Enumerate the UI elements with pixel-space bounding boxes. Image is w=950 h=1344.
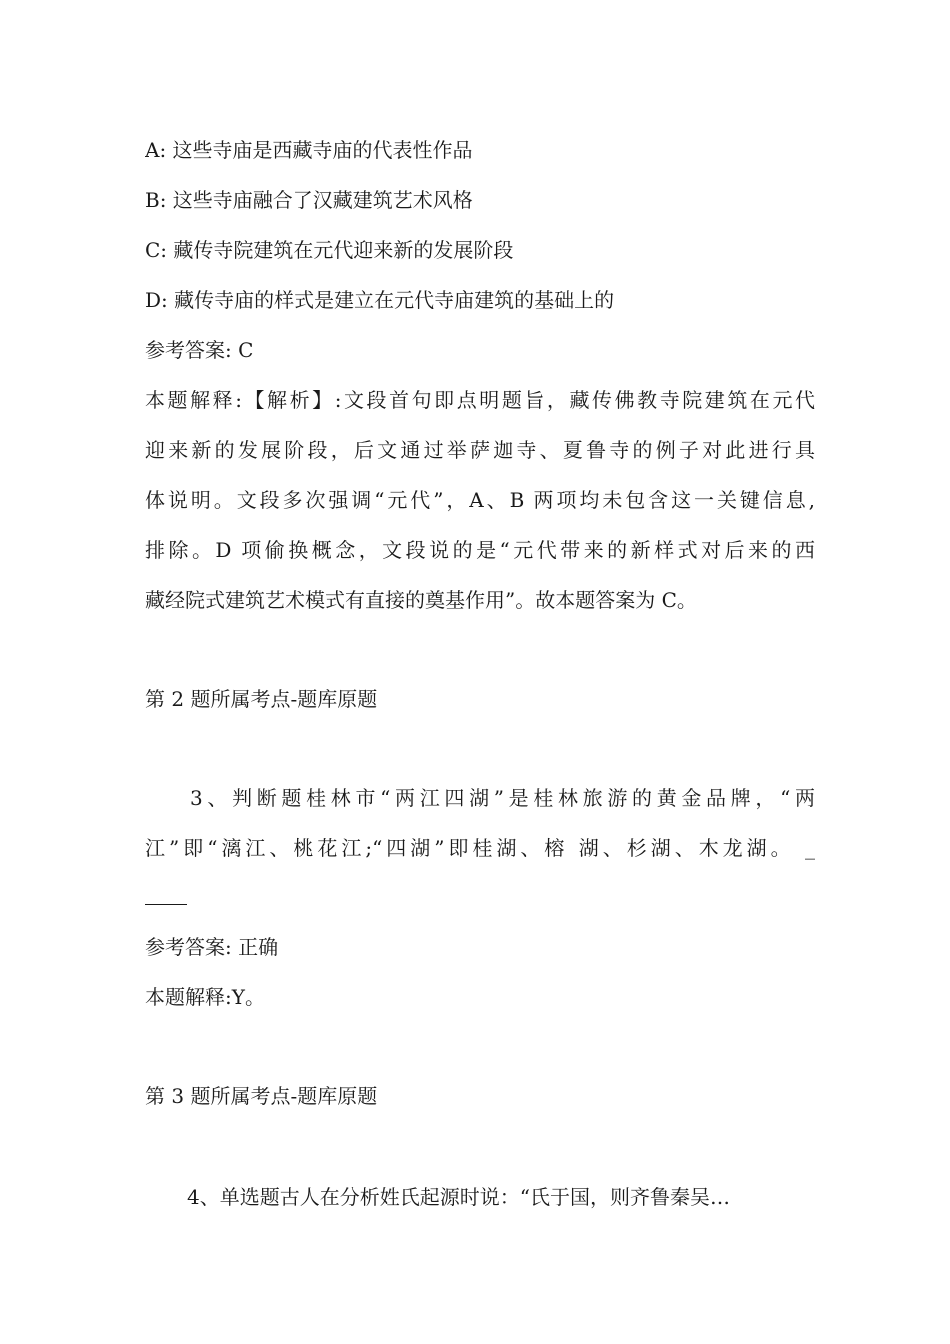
question-3-line-1: 3、判断题桂林市“两江四湖”是桂林旅游的黄金品牌，“两	[190, 786, 815, 810]
answer-q2: 参考答案: C	[145, 338, 254, 362]
question-3-line-2: 江”即“漓江、桃花江;“四湖”即桂湖、榕 湖、杉湖、木龙湖。 _	[145, 836, 815, 860]
explanation-q3: 本题解释:Y。	[145, 985, 265, 1009]
option-a: A: 这些寺庙是西藏寺庙的代表性作品	[145, 138, 473, 162]
answer-q3: 参考答案: 正确	[145, 935, 279, 959]
option-b: B: 这些寺庙融合了汉藏建筑艺术风格	[145, 188, 473, 212]
explanation-line-1: 本题解释:【解析】:文段首句即点明题旨，藏传佛教寺院建筑在元代	[145, 388, 815, 412]
knowledge-point-q3: 第 3 题所属考点-题库原题	[145, 1084, 378, 1108]
explanation-line-5: 藏经院式建筑艺术模式有直接的奠基作用”。故本题答案为 C。	[145, 588, 697, 612]
explanation-line-3: 体说明。文段多次强调“元代”，A、B 两项均未包含这一关键信息,	[145, 488, 815, 512]
answer-blank-line	[145, 904, 187, 905]
explanation-line-4: 排除。D 项偷换概念，文段说的是“元代带来的新样式对后来的西	[145, 538, 815, 562]
explanation-line-2: 迎来新的发展阶段，后文通过举萨迦寺、夏鲁寺的例子对此进行具	[145, 438, 815, 462]
question-4: 4、单选题古人在分析姓氏起源时说：“氏于国，则齐鲁秦吴…	[187, 1185, 730, 1209]
knowledge-point-q2: 第 2 题所属考点-题库原题	[145, 687, 378, 711]
option-c: C: 藏传寺院建筑在元代迎来新的发展阶段	[145, 238, 514, 262]
option-d: D: 藏传寺庙的样式是建立在元代寺庙建筑的基础上的	[145, 288, 615, 312]
